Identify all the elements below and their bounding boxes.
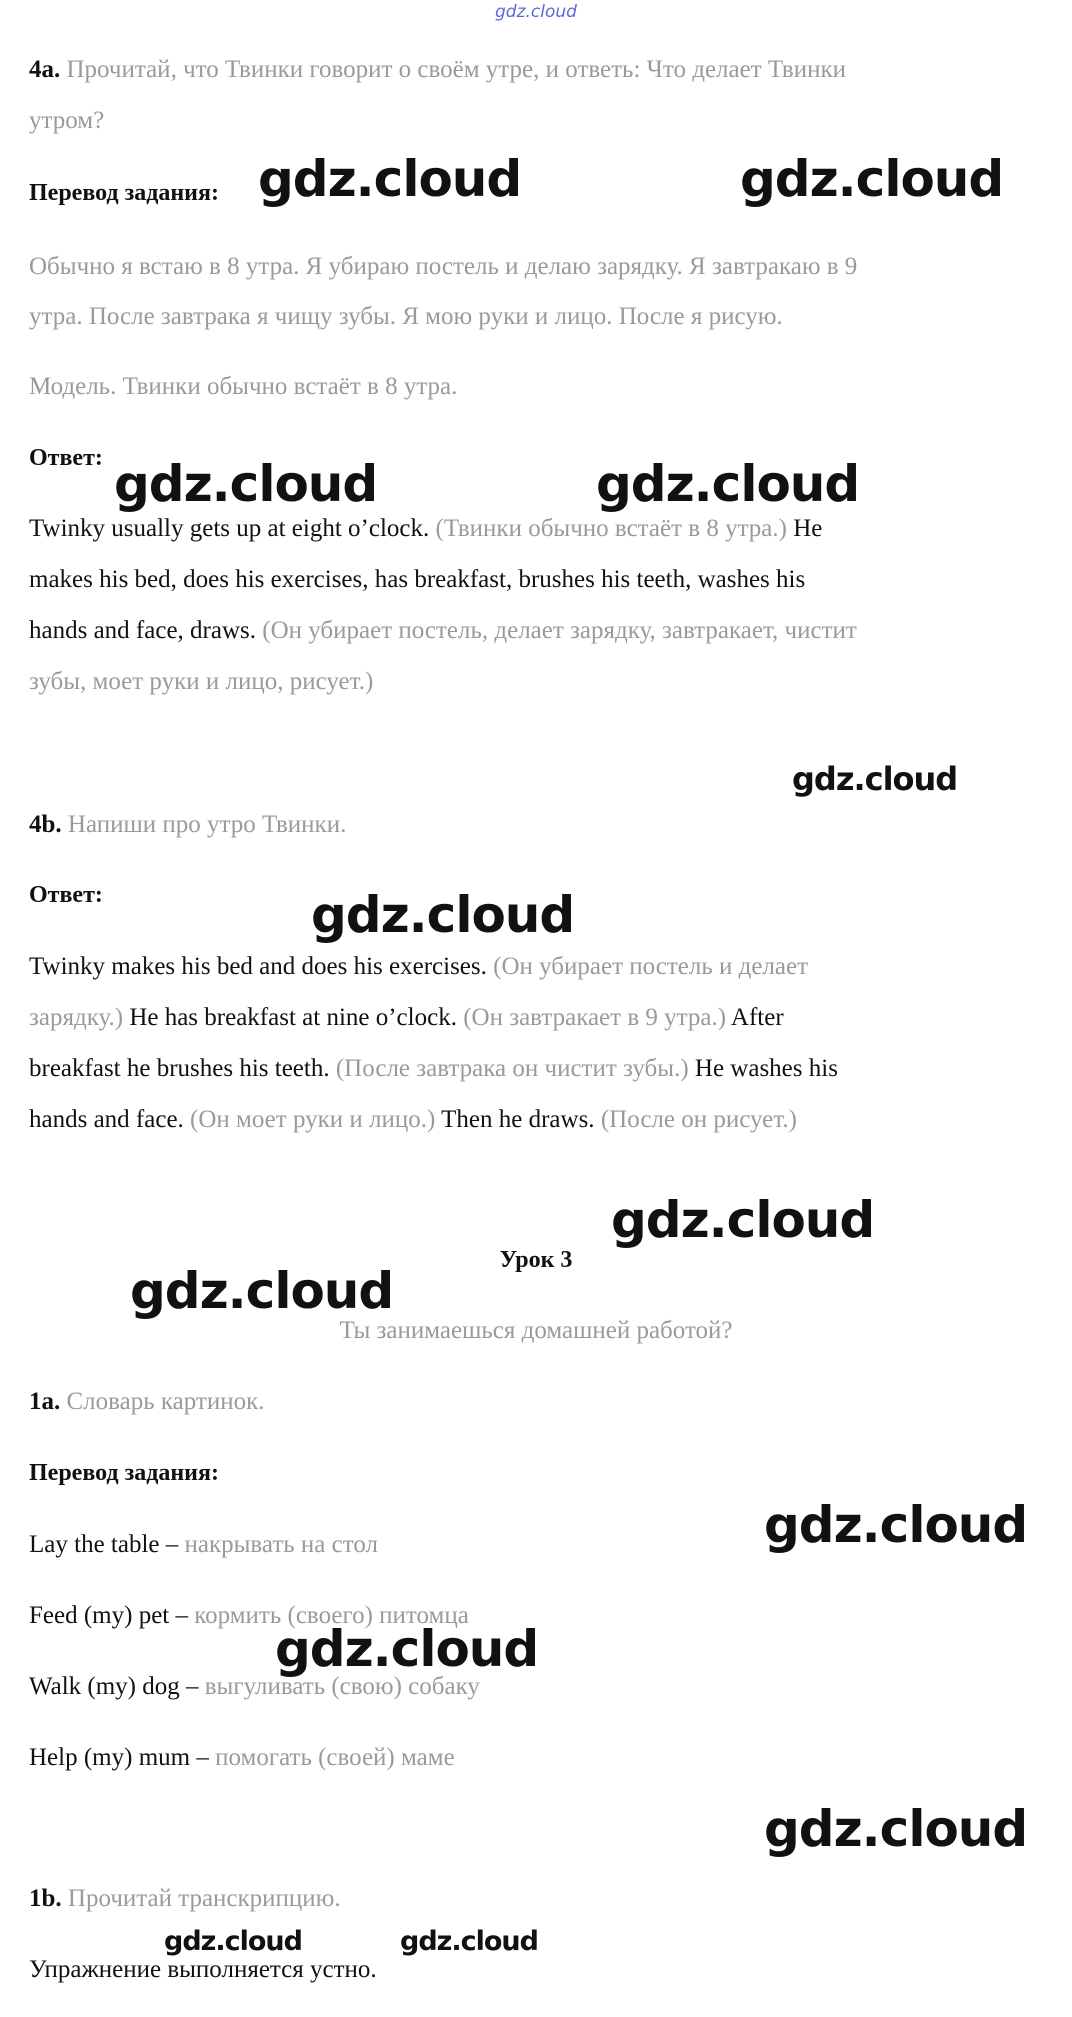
- answer-4a-en-1b: He: [786, 515, 823, 542]
- task-4a-number: 4a.: [29, 56, 61, 83]
- answer-4b-ru-2b: (Он завтракает в 9 утра.): [463, 1004, 727, 1031]
- vocab-ru: выгуливать (свою) собаку: [204, 1673, 480, 1700]
- translation-label-4a: Перевод задания:: [29, 180, 219, 206]
- task-1a-text: Словарь картинок.: [66, 1388, 265, 1415]
- answer-4a-line3: [29, 617, 857, 645]
- answer-4a-line4: зубы, моет руки и лицо, рисует.): [29, 668, 374, 695]
- watermark: gdz.cloud: [130, 1262, 394, 1320]
- answer-4b-line2: [29, 1004, 784, 1032]
- task-1b-line: [29, 1885, 341, 1913]
- watermark: gdz.cloud: [164, 1926, 302, 1957]
- watermark: gdz.cloud: [740, 150, 1004, 208]
- answer-4b-line1: [29, 953, 808, 981]
- vocab-en: Walk (my) dog –: [29, 1673, 205, 1700]
- watermark: gdz.cloud: [764, 1800, 1028, 1858]
- answer-4b-line4: [29, 1106, 797, 1134]
- watermark: gdz.cloud: [311, 886, 575, 944]
- answer-4b-en-4: hands and face.: [29, 1106, 191, 1133]
- answer-label-4b: Ответ:: [29, 882, 103, 908]
- answer-4a-ru-3: (Он убирает постель, делает зарядку, завтракает, чистит: [262, 617, 857, 644]
- task-4a-line2: утром?: [29, 107, 105, 134]
- vocab-ru: накрывать на стол: [184, 1531, 378, 1558]
- answer-4b-en-4b: Then he draws.: [435, 1106, 601, 1133]
- answer-4a-en-1: Twinky usually gets up at eight o’clock.: [29, 515, 436, 542]
- watermark: gdz.cloud: [764, 1496, 1028, 1554]
- answer-label-4a: Ответ:: [29, 445, 103, 471]
- answer-4b-ru-4: (Он моет руки и лицо.): [190, 1106, 436, 1133]
- task-4b-number: 4b.: [29, 811, 62, 838]
- answer-4b-en-2: He has breakfast at nine o’clock.: [123, 1004, 464, 1031]
- task-1b-text: Прочитай транскрипцию.: [67, 1885, 341, 1912]
- watermark: gdz.cloud: [400, 1926, 538, 1957]
- watermark: gdz.cloud: [275, 1620, 539, 1678]
- model-line: Модель. Твинки обычно встаёт в 8 утра.: [29, 373, 458, 400]
- task-1a-line: [29, 1388, 265, 1416]
- watermark: gdz.cloud: [596, 455, 860, 513]
- vocab-item: [29, 1744, 455, 1772]
- answer-4b-en-1: Twinky makes his bed and does his exercises.: [29, 953, 494, 980]
- answer-4b-ru-3: (После завтрака он чистит зубы.): [335, 1055, 689, 1082]
- answer-4b-en-3: breakfast he brushes his teeth.: [29, 1055, 336, 1082]
- answer-4b-en-3b: He washes his: [688, 1055, 838, 1082]
- lesson-subtitle: Ты занимаешься домашней работой?: [339, 1317, 733, 1344]
- vocab-en: Feed (my) pet –: [29, 1602, 195, 1629]
- translation-4a-line2: утра. После завтрака я чищу зубы. Я мою руки и лицо. После я рисую.: [29, 303, 783, 330]
- oral-note: Упражнение выполняется устно.: [29, 1956, 377, 1983]
- task-1b-number: 1b.: [29, 1885, 62, 1912]
- vocab-ru: кормить (своего) питомца: [194, 1602, 469, 1629]
- watermark: gdz.cloud: [611, 1191, 875, 1249]
- vocab-en: Help (my) mum –: [29, 1744, 216, 1771]
- task-4a-text: Прочитай, что Твинки говорит о своём утре, и ответь: Что делает Твинки: [66, 56, 847, 83]
- task-4b-text: Напиши про утро Твинки.: [67, 811, 347, 838]
- task-4b-line: [29, 811, 346, 839]
- translation-label-1a: Перевод задания:: [29, 1460, 219, 1486]
- answer-4b-ru-2: зарядку.): [29, 1004, 124, 1031]
- lesson-title: Урок 3: [499, 1247, 573, 1273]
- task-4a-line1: [29, 56, 846, 84]
- answer-4a-en-3: hands and face, draws.: [29, 617, 263, 644]
- watermark: gdz.cloud: [114, 455, 378, 513]
- task-1a-number: 1a.: [29, 1388, 61, 1415]
- vocab-item: [29, 1531, 378, 1559]
- answer-4a-line2: makes his bed, does his exercises, has breakfast, brushes his teeth, washes his: [29, 566, 806, 593]
- answer-4a-line1: [29, 515, 822, 543]
- watermark: gdz.cloud: [792, 760, 958, 798]
- vocab-en: Lay the table –: [29, 1531, 185, 1558]
- answer-4b-line3: [29, 1055, 838, 1083]
- header-logo: gdz.cloud: [495, 2, 577, 22]
- answer-4b-ru-1: (Он убирает постель и делает: [493, 953, 809, 980]
- watermark: gdz.cloud: [258, 150, 522, 208]
- answer-4b-ru-4b: (После он рисует.): [600, 1106, 797, 1133]
- answer-4a-ru-1: (Твинки обычно встаёт в 8 утра.): [435, 515, 787, 542]
- answer-4b-en-2b: After: [726, 1004, 784, 1031]
- vocab-ru: помогать (своей) маме: [215, 1744, 455, 1771]
- translation-4a-line1: Обычно я встаю в 8 утра. Я убираю постель и делаю зарядку. Я завтракаю в 9: [29, 253, 858, 280]
